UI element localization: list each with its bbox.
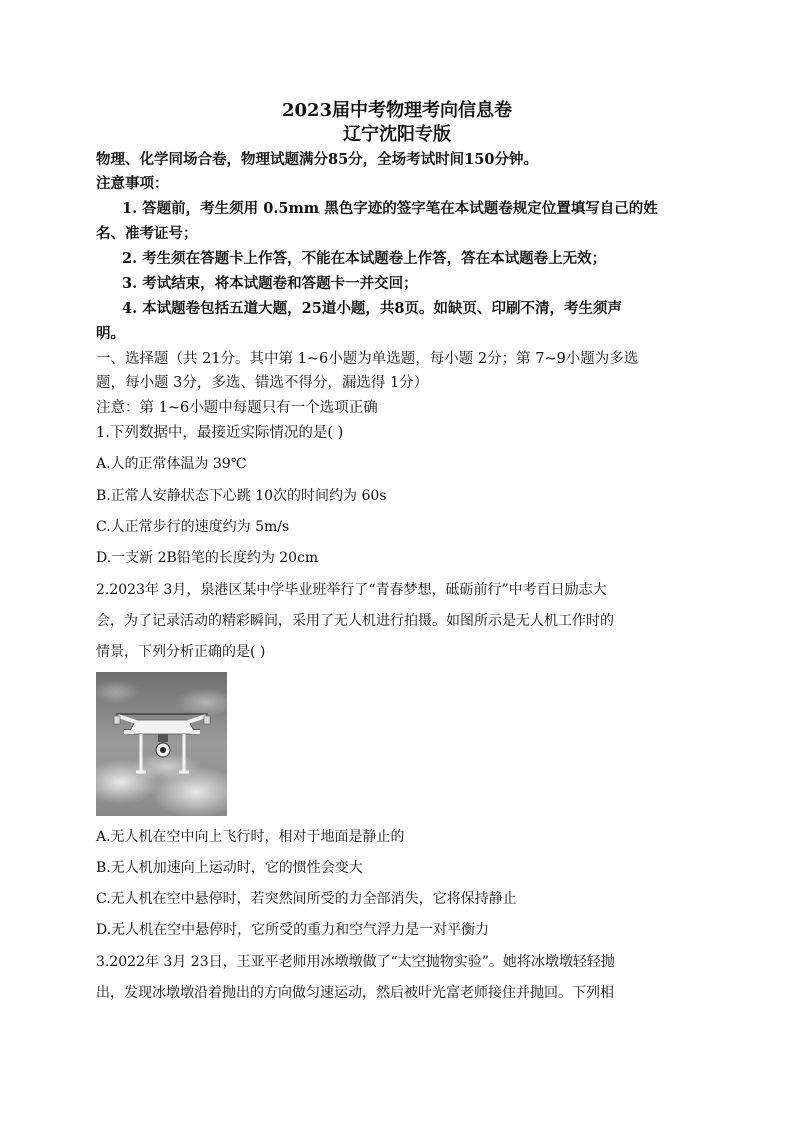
q1-stem: 1.下列数据中，最接近实际情况的是( ): [96, 425, 344, 441]
q2-option-d: D.无人机在空中悬停时，它所受的重力和空气浮力是一对平衡力: [96, 922, 490, 938]
exam-title: 2023届中考物理考向信息卷: [281, 100, 513, 121]
section-note: 注意：第 1~6小题中每题只有一个选项正确: [96, 400, 378, 416]
q2-stem-line-1: 2.2023年 3月，泉港区某中学毕业班举行了“青春梦想，砥砺前行”中考百日励志大: [96, 582, 607, 598]
q2-stem-line-3: 情景，下列分析正确的是( ): [96, 644, 266, 660]
drone-photo: [96, 672, 227, 816]
exam-summary: 物理、化学同场合卷，物理试题满分85分，全场考试时间150分钟。: [96, 151, 538, 168]
q2-stem-line-2: 会，为了记录活动的精彩瞬间，采用了无人机进行拍摄。如图所示是无人机工作时的: [96, 613, 614, 629]
rule-4: 4. 本试题卷包括五道大题，25道小题，共8页。如缺页、印刷不清，考生须声: [122, 300, 622, 317]
rule-1: 1. 答题前，考生须用 0.5mm 黑色字迹的签字笔在本试题卷规定位置填写自己的姓: [122, 200, 658, 217]
rule-4-cont: 明。: [96, 325, 125, 342]
section-heading-line-1: 一、选择题（共 21分。其中第 1~6小题为单选题，每小题 2分；第 7~9小题为多选: [96, 351, 639, 367]
q3-stem-line-1: 3.2022年 3月 23日，王亚平老师用冰墩墩做了“太空抛物实验”。她将冰墩墩轻轻抛: [96, 954, 615, 970]
rule-3: 3. 考试结束，将本试题卷和答题卡一并交回；: [122, 275, 418, 292]
q2-option-a: A.无人机在空中向上飞行时，相对于地面是静止的: [96, 829, 405, 845]
q1-option-b: B.正常人安静状态下心跳 10次的时间约为 60s: [96, 488, 387, 504]
q1-option-d: D.一支新 2B铅笔的长度约为 20cm: [96, 550, 319, 566]
notice-label: 注意事项：: [96, 175, 169, 192]
q2-option-b: B.无人机加速向上运动时，它的惯性会变大: [96, 860, 363, 876]
section-heading-line-2: 题，每小题 3分，多选、错选不得分，漏选得 1分）: [96, 375, 429, 391]
exam-subtitle: 辽宁沈阳专版: [343, 124, 451, 145]
q1-option-c: C.人正常步行的速度约为 5m/s: [96, 519, 290, 535]
q2-option-c: C.无人机在空中悬停时，若突然间所受的力全部消失，它将保持静止: [96, 891, 517, 907]
q1-option-a: A.人的正常体温为 39℃: [96, 456, 247, 472]
q3-stem-line-2: 出，发现冰墩墩沿着抛出的方向做匀速运动，然后被叶光富老师接住并抛回。下列相: [96, 985, 614, 1001]
rule-2: 2. 考生须在答题卡上作答，不能在本试题卷上作答，答在本试题卷上无效；: [122, 250, 607, 267]
rule-1-cont: 名、准考证号；: [96, 225, 198, 242]
